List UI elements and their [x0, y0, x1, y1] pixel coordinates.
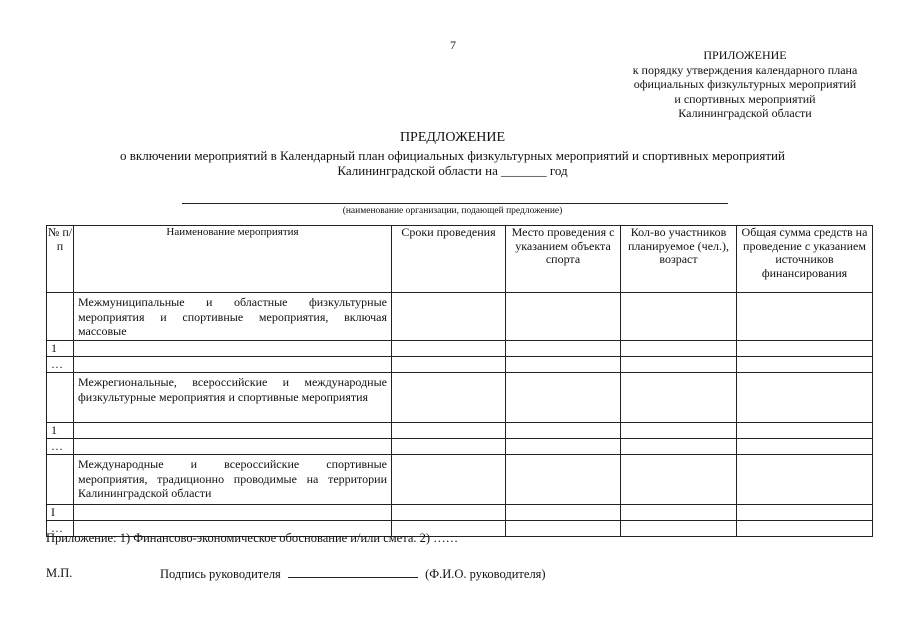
- attachments-note: Приложение: 1) Финансово-экономическое обоснование и/или смета. 2) ……: [46, 531, 459, 545]
- cell: [737, 293, 873, 341]
- cell: [392, 357, 506, 373]
- cell: [392, 439, 506, 455]
- appendix-line: официальных физкультурных мероприятий: [633, 77, 857, 91]
- cell: [392, 423, 506, 439]
- signature-suffix: (Ф.И.О. руководителя): [425, 567, 546, 581]
- section-title: Межрегиональные, всероссийские и международные физкультурные мероприятия и спортивные мероприятия: [74, 373, 392, 423]
- cell: [506, 439, 621, 455]
- cell: [506, 373, 621, 423]
- cell: [506, 505, 621, 521]
- cell: [737, 423, 873, 439]
- cell: [621, 341, 737, 357]
- cell: [506, 455, 621, 505]
- organization-caption: (наименование организации, подающей предложение): [342, 206, 563, 216]
- cell: [47, 373, 74, 423]
- header-place: Место проведения с указанием объекта спорта: [506, 226, 621, 293]
- table-row: [47, 357, 873, 373]
- section-row: [47, 293, 873, 341]
- cell: [74, 423, 392, 439]
- cell: [506, 293, 621, 341]
- row-number: …: [47, 357, 74, 373]
- row-number: …: [47, 439, 74, 455]
- table-row: [47, 439, 873, 455]
- header-num: № п/п: [47, 226, 74, 293]
- header-name: Наименование мероприятия: [74, 226, 392, 293]
- events-table: [46, 225, 873, 537]
- section-title: Международные и всероссийские спортивные мероприятия, традиционно проводимые на территории Калининградской области: [74, 455, 392, 505]
- document-subtitle-year: Калининградской области на _______ год: [337, 163, 568, 178]
- cell: [392, 455, 506, 505]
- cell: [621, 293, 737, 341]
- cell: [74, 439, 392, 455]
- cell: [621, 521, 737, 537]
- cell: [621, 455, 737, 505]
- header-participants: Кол-во участников планируемое (чел.), возраст: [621, 226, 737, 293]
- page-number: 7: [450, 38, 456, 52]
- cell: [621, 505, 737, 521]
- cell: [506, 357, 621, 373]
- section-title: Межмуниципальные и областные физкультурные мероприятия и спортивные мероприятия, включая массовые: [74, 293, 392, 341]
- table-row: [47, 505, 873, 521]
- cell: [737, 505, 873, 521]
- table-header-row: [47, 226, 873, 293]
- document-subtitle: о включении мероприятий в Календарный план официальных физкультурных мероприятий и спортивных мероприятий: [120, 148, 785, 163]
- cell: [737, 373, 873, 423]
- cell: [737, 455, 873, 505]
- cell: [737, 521, 873, 537]
- cell: [621, 357, 737, 373]
- cell: [392, 341, 506, 357]
- cell: [621, 439, 737, 455]
- appendix-line: к порядку утверждения календарного плана: [632, 62, 858, 77]
- stamp-placeholder: М.П.: [46, 566, 73, 580]
- cell: [737, 357, 873, 373]
- header-sum: Общая сумма средств на проведение с указанием источников финансирования: [737, 226, 873, 293]
- appendix-block: [600, 48, 890, 121]
- cell: [737, 439, 873, 455]
- signature-prefix: Подпись руководителя: [160, 567, 281, 581]
- organization-name-line: [182, 203, 728, 204]
- row-number: …: [47, 521, 74, 537]
- row-number: I: [47, 505, 74, 521]
- cell: [506, 423, 621, 439]
- cell: [74, 357, 392, 373]
- row-number: 1: [47, 341, 74, 357]
- document-title: ПРЕДЛОЖЕНИЕ: [399, 130, 506, 145]
- cell: [47, 293, 74, 341]
- table-row: [47, 341, 873, 357]
- section-row: [47, 373, 873, 423]
- cell: [392, 373, 506, 423]
- section-row: [47, 455, 873, 505]
- appendix-line: Калининградской области: [678, 106, 812, 120]
- appendix-line: и спортивных мероприятий: [674, 91, 816, 106]
- appendix-heading: ПРИЛОЖЕНИЕ: [703, 48, 787, 62]
- cell: [506, 341, 621, 357]
- cell: [506, 521, 621, 537]
- cell: [737, 341, 873, 357]
- signature-line: [160, 566, 546, 582]
- cell: [621, 373, 737, 423]
- cell: [74, 505, 392, 521]
- header-dates: Сроки проведения: [392, 226, 506, 293]
- signature-blank: [288, 566, 418, 578]
- row-number: 1: [47, 423, 74, 439]
- table-row: [47, 423, 873, 439]
- cell: [392, 293, 506, 341]
- cell: [74, 341, 392, 357]
- cell: [392, 505, 506, 521]
- cell: [621, 423, 737, 439]
- cell: [47, 455, 74, 505]
